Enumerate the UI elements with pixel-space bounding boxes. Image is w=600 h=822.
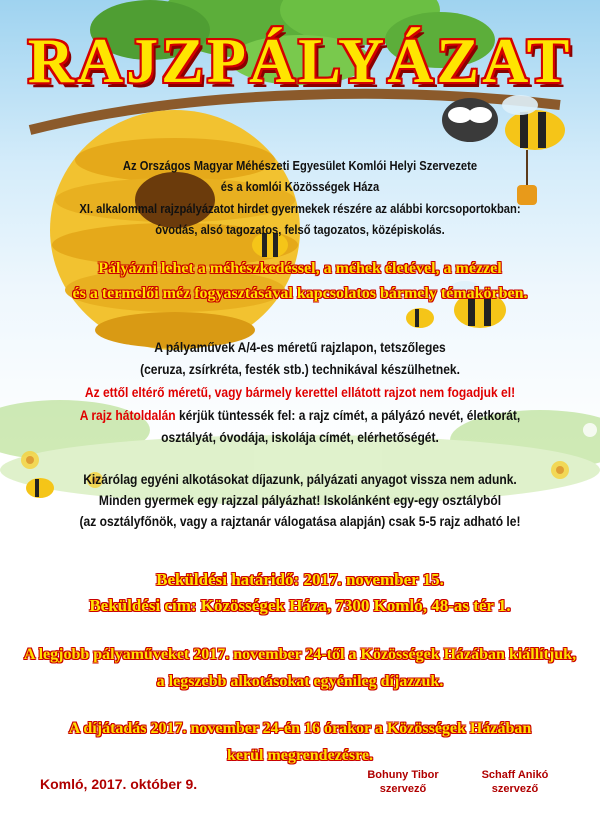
theme-line-1: Pályázni lehet a méhészkedéssel, a méhek életével, a mézzel: [98, 260, 502, 277]
back-side-text: kérjük tüntessék fel: a rajz címét, a pályázó nevét, életkorát,: [175, 407, 521, 423]
intro-cohost: és a komlói Közösségek Háza: [220, 179, 380, 194]
format-line-1: A pályaművek A/4-es méretű rajzlapon, tetszőleges: [154, 339, 446, 355]
exhibition-line-1: A legjobb pályaműveket 2017. november 24-től a Közösségek Házában kiállítjuk,: [23, 646, 577, 663]
intro-organizer: Az Országos Magyar Méhészeti Egyesület Komlói Helyi Szervezete: [122, 158, 478, 173]
ceremony-line-1: A díjátadás 2017. november 24-én 16 órakor a Közösségek Házában: [68, 720, 532, 737]
intro-announcement: XI. alkalommal rajzpályázatot hirdet gyermekek részére az alábbi korcsoportokban:: [79, 201, 521, 216]
ceremony-line-2: kerül megrendezésre.: [226, 747, 374, 764]
theme-line-2: és a termelői méz fogyasztásával kapcsolatos bármely témakörben.: [72, 285, 528, 302]
bee-icon: [442, 98, 498, 142]
place-and-date: Komló, 2017. október 9.: [40, 776, 198, 792]
rules-line-2: Minden gyermek egy rajzzal pályázhat! Iskolánként egy-egy osztályból: [98, 492, 502, 508]
back-side-label: A rajz hátoldalán: [79, 407, 176, 423]
signature-2-role: szervező: [491, 783, 539, 795]
back-side-instructions: [42, 406, 558, 425]
format-line-2: (ceruza, zsírkréta, festék stb.) technikával készülhetnek.: [140, 361, 460, 377]
rules-line-1: Kizárólag egyéni alkotásokat díjazunk, pályázati anyagot vissza nem adunk.: [83, 471, 517, 487]
signature-1-name: Bohuny Tibor: [367, 769, 439, 781]
signature-2: [470, 768, 560, 796]
back-side-line-2: osztályát, óvodája, iskolája címét, elérhetőségét.: [161, 429, 439, 445]
exhibition-line-2: a legszebb alkotásokat egyénileg díjazzuk.: [156, 673, 444, 690]
deadline-date: Beküldési határidő: 2017. november 15.: [156, 570, 444, 589]
format-warning: Az ettől eltérő méretű, vagy bármely kerettel ellátott rajzot nem fogadjuk el!: [84, 384, 516, 400]
bee-icon: [406, 308, 434, 328]
poster-title: RAJZPÁLYÁZAT: [27, 25, 573, 96]
intro-age-groups: óvodás, alsó tagozatos, felső tagozatos, középiskolás.: [155, 222, 445, 237]
signature-1: [358, 768, 448, 796]
signature-2-name: Schaff Anikó: [481, 769, 549, 781]
deadline-address: Beküldési cím: Közösségek Háza, 7300 Komló, 48-as tér 1.: [89, 596, 511, 615]
rules-line-3: (az osztályfőnök, vagy a rajztanár válogatása alapján) csak 5-5 rajz adható le!: [79, 513, 521, 529]
signature-1-role: szervező: [379, 783, 427, 795]
